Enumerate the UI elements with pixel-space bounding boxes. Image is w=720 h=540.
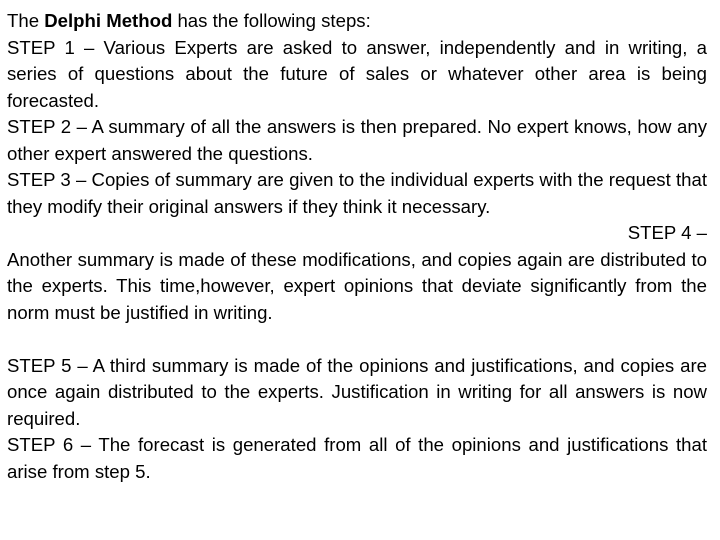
intro-prefix: The [7, 10, 45, 31]
step-2-paragraph: STEP 2 – A summary of all the answers is then prepared. No expert knows, how any other expert answered the questions. [7, 116, 707, 164]
step-4-paragraph: Another summary is made of these modifications, and copies again are distributed to the experts. This time,however, expert opinions that deviate significantly from the norm must be justified in writing. [7, 248, 707, 323]
step-4-label: STEP 4 – [627, 222, 707, 243]
paragraph-spacer [7, 326, 707, 353]
step-5-paragraph: STEP 5 – A third summary is made of the opinions and justifications, and copies are once again distributed to the experts. Justification in writing for all answers is now required. [7, 354, 707, 429]
intro-suffix: has the following steps: [172, 10, 371, 31]
step-3-paragraph: STEP 3 – Copies of summary are given to the individual experts with the request that they modify their original answers if they think it necessary. [7, 169, 707, 217]
intro-line [7, 8, 707, 35]
step-6-paragraph: STEP 6 – The forecast is generated from all of the opinions and justifications that arise from step 5. [7, 434, 707, 482]
intro-bold-term: Delphi Method [44, 10, 173, 31]
step-1-paragraph: STEP 1 – Various Experts are asked to answer, independently and in writing, a series of questions about the future of sales or whatever other area is being forecasted. [7, 36, 707, 111]
document-body [7, 8, 707, 485]
